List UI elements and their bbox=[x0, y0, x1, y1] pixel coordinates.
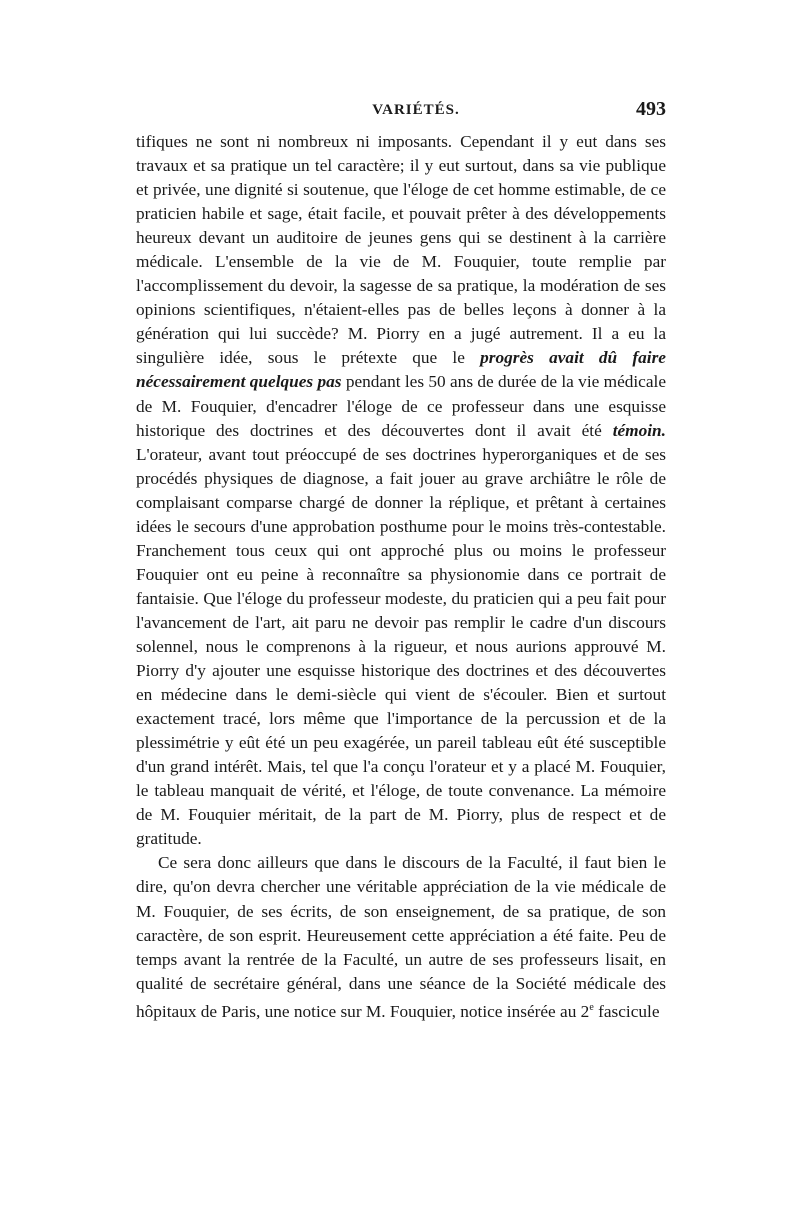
superscript: e bbox=[589, 1001, 594, 1013]
text-run: L'orateur, avant tout préoccupé de ses doctrines hyperorganiques et de ses procédés physiques de diagnose, a fait jouer au grave archiâtre le rôle de complaisant comparse chargé de donner la réplique, et prêtant à certaines idées le secours d'une approbation posthume pour le moins très-contestable. Franchement tous ceux qui ont approché plus ou moins le professeur Fouquier ont eu peine à reconnaître sa physionomie dans ce portrait de fantaisie. Que l'éloge du professeur modeste, du praticien qui a peu fait pour l'avancement de l'art, ait paru ne devoir pas remplir le cadre d'un discours solennel, nous le comprenons à la rigueur, et nous aurions approuvé M. Piorry d'y ajouter une esquisse historique des doctrines et des découvertes en médecine dans le demi-siècle qui vient de s'écouler. Bien et surtout exactement tracé, lors même que l'importance de la percussion et de la plessimétrie y eût été un peu exagérée, un pareil tableau eût été susceptible d'un grand intérêt. Mais, tel que l'a conçu l'orateur et y a placé M. Fouquier, le tableau manquait de vérité, et l'éloge, de toute convenance. La mémoire de M. Fouquier méritait, de la part de M. Piorry, plus de respect et de gratitude. bbox=[136, 444, 666, 849]
text-run: tifiques ne sont ni nombreux ni imposants. Cependant il y eut dans ses travaux et sa pratique un tel caractère; il y eut surtout, dans sa vie publique et privée, une dignité si soutenue, que l'éloge de cet homme estimable, de ce praticien habile et sage, était facile, et pouvait prêter à des développements heureux devant un auditoire de jeunes gens qui se destinent à la carrière médicale. L'ensemble de la vie de M. Fouquier, toute remplie par l'accomplissement du devoir, la sagesse de sa pratique, la modération de ses opinions scientifiques, n'étaient-elles pas de belles leçons à donner à la génération qui lui succède? M. Piorry en a jugé autrement. Il a eu la singulière idée, sous le prétexte que le bbox=[136, 132, 666, 368]
body-text bbox=[136, 130, 666, 1024]
page-number: 493 bbox=[636, 98, 666, 120]
book-page bbox=[136, 96, 666, 1024]
italic-phrase: progrès avait dû faire nécessairement quelques pas bbox=[136, 348, 666, 392]
paragraph-1 bbox=[136, 130, 666, 851]
running-header bbox=[136, 96, 666, 130]
italic-word: témoin. bbox=[612, 420, 666, 440]
running-title: VARIÉTÉS. bbox=[372, 102, 460, 118]
text-run: Ce sera donc ailleurs que dans le discours de la Faculté, il faut bien le dire, qu'on devra chercher une véritable appréciation de la vie médicale de M. Fouquier, de ses écrits, de son enseignement, de sa pratique, de son caractère, de son esprit. Heureusement cette appréciation a été faite. Peu de temps avant la rentrée de la Faculté, un autre de ses professeurs lisait, en qualité de secrétaire général, dans une séance de la Société médicale des hôpitaux de Paris, une notice sur M. Fouquier, notice insérée au 2 bbox=[136, 853, 666, 1021]
text-run: pendant les 50 ans de durée de la vie médicale de M. Fouquier, d'encadrer l'éloge de ce professeur dans une esquisse historique des doctrines et des découvertes dont il avait été bbox=[136, 372, 666, 440]
text-run: fascicule bbox=[593, 1001, 660, 1021]
paragraph-2 bbox=[136, 851, 666, 1023]
